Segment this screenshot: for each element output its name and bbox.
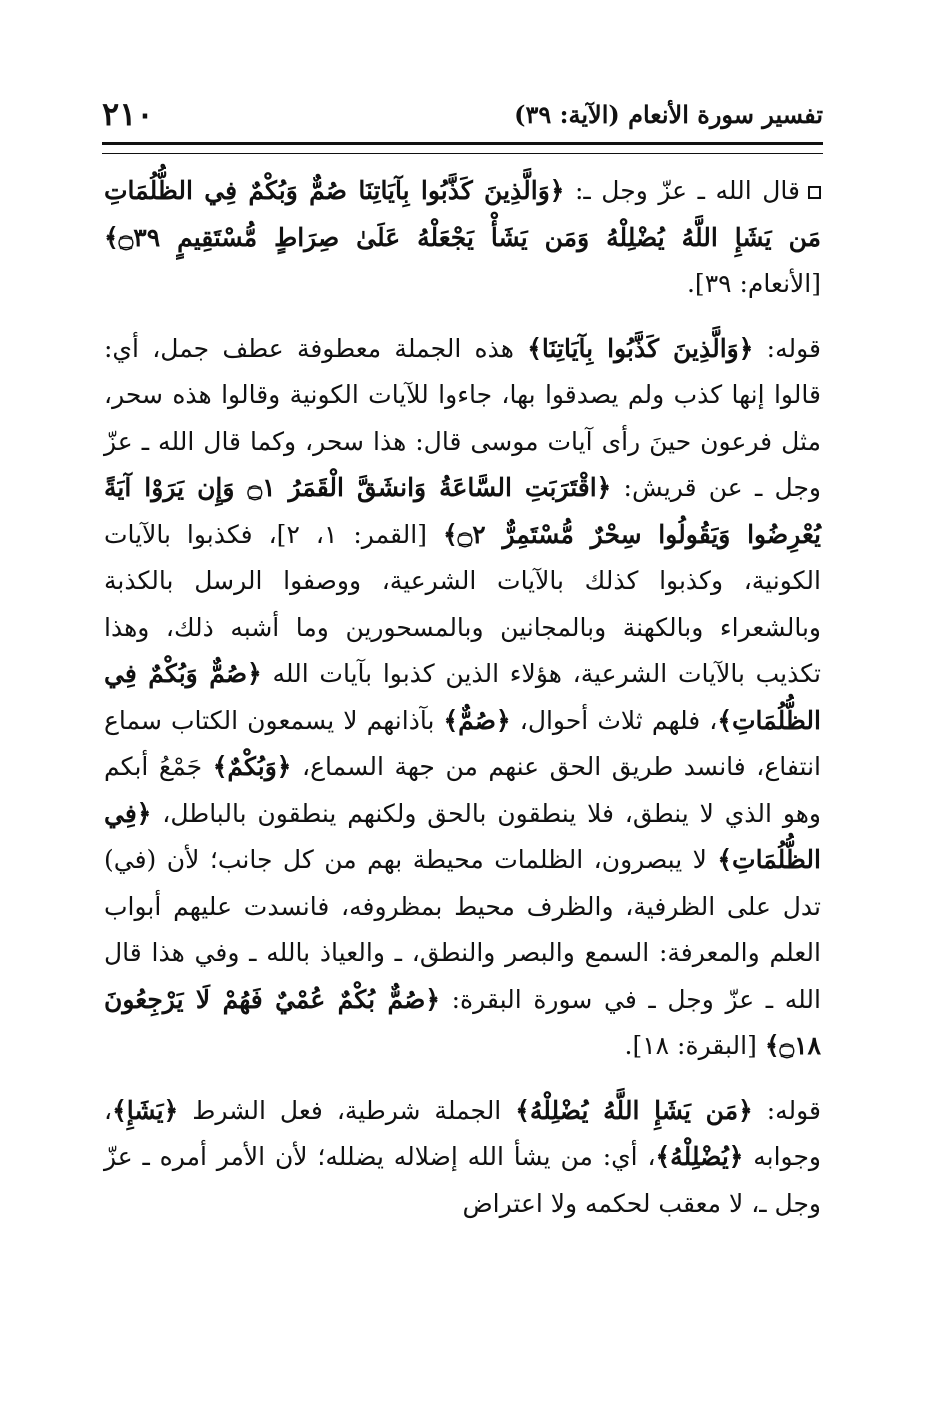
text-segment: ، أي: من يشأ الله إضلاله يضلله؛ لأن الأمر أمره ـ عزّ وجل ـ، لا معقب لحكمه ولا اعتراض: [104, 1142, 821, 1218]
quran-quote: ﴿فِي الظُّلُمَاتِ﴾: [104, 798, 821, 874]
text-segment: لا يبصرون، الظلمات محيطة بهم من كل جانب؛ لأن (في) تدل على الظرفية، والظرف محيط بمظروفه، فانسدت عليهم أبواب العلم والمعرفة: السمع والبصر والنطق، ـ والعياذ بالله ـ وفي هذا قال الله ـ عزّ وجل ـ في سورة البقرة:: [104, 845, 821, 1014]
quran-quote: ﴿صُمٌّ وَبُكْمٌ فِي الظُّلُمَاتِ﴾: [104, 659, 821, 735]
running-title: تفسير سورة الأنعام (الآية: ٣٩): [514, 99, 823, 129]
paragraph-commentary-1: [104, 326, 821, 1070]
quran-quote: ﴿اقْتَرَبَتِ السَّاعَةُ وَانشَقَّ الْقَمَرُ ۝١ وَإِن يَرَوْا آيَةً يُعْرِضُوا وَيَقُولُوا سِحْرٌ مُّسْتَمِرٌّ ۝٢﴾: [104, 473, 822, 549]
quran-quote: ﴿وَبُكْمٌ﴾: [212, 752, 292, 781]
text-segment: ، وجوابه: [104, 1095, 821, 1171]
text-segment: قوله:: [752, 1095, 822, 1125]
page-body: [104, 168, 821, 1227]
quran-quote: ﴿مَن يَشَإِ اللَّهُ يُضْلِلْهُ﴾: [515, 1095, 753, 1125]
text-segment: الجملة شرطية، فعل الشرط: [178, 1095, 516, 1125]
quran-quote: ﴿صُمٌّ﴾: [443, 705, 511, 735]
paragraph-commentary-2: [104, 1088, 821, 1228]
square-box-icon: [808, 186, 821, 199]
quran-quote: ﴿يُضْلِلْهُ﴾: [655, 1142, 744, 1171]
text-segment: قوله:: [753, 333, 821, 363]
text-segment: قال الله ـ عزّ وجل ـ:: [564, 176, 800, 205]
quran-quote: ﴿يَشَإِ﴾: [112, 1095, 179, 1125]
text-segment: [القمر: ١، ٢]، فكذبوا بالآيات الكونية، وكذبوا كذلك بالآيات الشرعية، ووصفوا الرسل بالكذبة وبالشعراء وبالكهنة وبالمجانين وبالمسحورين وما أشبه ذلك، وهذا تكذيب بالآيات الشرعية، هؤلاء الذين كذبوا بآيات الله: [104, 519, 822, 688]
text-segment: هذه الجملة معطوفة عطف جمل، أي: قالوا إنها كذب ولم يصدقوا بها، جاءوا للآيات الكونية وقالوا هذه سحر، مثل فرعون حينَ رأى آيات موسى قال: هذا سحر، وكما قال الله ـ عزّ وجل ـ عن قريش:: [104, 333, 821, 502]
paragraph-verse-intro: [104, 168, 821, 308]
quran-quote: ﴿صُمٌّ بُكْمٌ عُمْيٌ فَهُمْ لَا يَرْجِعُونَ ۝١٨﴾: [104, 984, 821, 1060]
text-segment: جَمْعُ أبكم وهو الذي لا ينطق، فلا ينطقون بالحق ولكنهم ينطقون بالباطل،: [104, 752, 821, 828]
text-segment: [الأنعام: ٣٩].: [686, 269, 821, 298]
page-number: ٢١٠: [102, 95, 154, 133]
header-divider: [102, 142, 823, 154]
text-segment: [البقرة: ١٨].: [624, 1031, 765, 1060]
quran-quote: ﴿وَالَّذِينَ كَذَّبُوا بِآيَاتِنَا﴾: [527, 333, 754, 363]
text-segment: ، فلهم ثلاث أحوال،: [510, 705, 718, 735]
quran-quote: ﴿وَالَّذِينَ كَذَّبُوا بِآيَاتِنَا صُمٌّ وَبُكْمٌ فِي الظُّلُمَاتِ مَن يَشَإِ اللَّهُ يُضْلِلْهُ وَمَن يَشَأْ يَجْعَلْهُ عَلَىٰ صِرَاطٍ مُّسْتَقِيمٍ ۝٣٩﴾: [104, 176, 821, 252]
text-segment: بآذانهم لا يسمعون الكتاب سماع انتفاع، فانسد طريق الحق عنهم من جهة السماع،: [104, 705, 821, 781]
running-header: [102, 92, 823, 136]
